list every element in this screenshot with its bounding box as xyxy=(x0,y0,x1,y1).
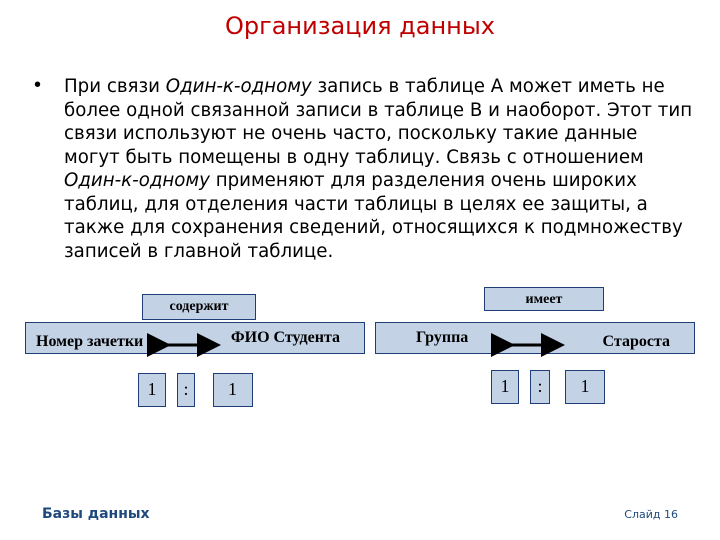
entity-label-record-book: Номер зачетки xyxy=(36,333,144,350)
slide-title: Организация данных xyxy=(224,12,496,40)
bullet-text-part-2: запись в таблице А может иметь не более одной связанной записи в таблице В и наоборот. Этот тип связи используют не очень часто, поскольку такие данные могут быть помещены в одну таблицу. Связь с отношением xyxy=(64,76,693,168)
entity-label-headman: Староста xyxy=(602,333,670,350)
bullet-marker: • xyxy=(34,74,42,96)
relation-label-has: имеет xyxy=(484,287,604,311)
footer-course-name: Базы данных xyxy=(42,506,150,522)
cardinality-right-b: 1 xyxy=(565,370,605,404)
cardinality-left-a: 1 xyxy=(138,373,166,407)
entity-label-group: Группа xyxy=(416,329,469,346)
relation-label-contains: содержит xyxy=(142,294,256,320)
cardinality-right-separator: : xyxy=(530,370,550,404)
bullet-emphasis-2: Один-к-одному xyxy=(64,170,210,191)
cardinality-left-b: 1 xyxy=(213,373,253,407)
footer-slide-number: Слайд 16 xyxy=(624,508,678,521)
bullet-text-part-1: При связи xyxy=(64,76,166,97)
entity-label-student-name: ФИО Студента xyxy=(230,329,340,346)
bullet-text-part-3: применяют для разделения очень широких таблиц, для отделения части таблицы в целях ее защиты, а также для сохранения сведений, относящихся к подмножеству записей в главной таблице. xyxy=(64,170,683,262)
cardinality-left-separator: : xyxy=(177,373,195,407)
cardinality-right-a: 1 xyxy=(491,370,519,404)
bullet-emphasis-1: Один-к-одному xyxy=(165,76,312,97)
